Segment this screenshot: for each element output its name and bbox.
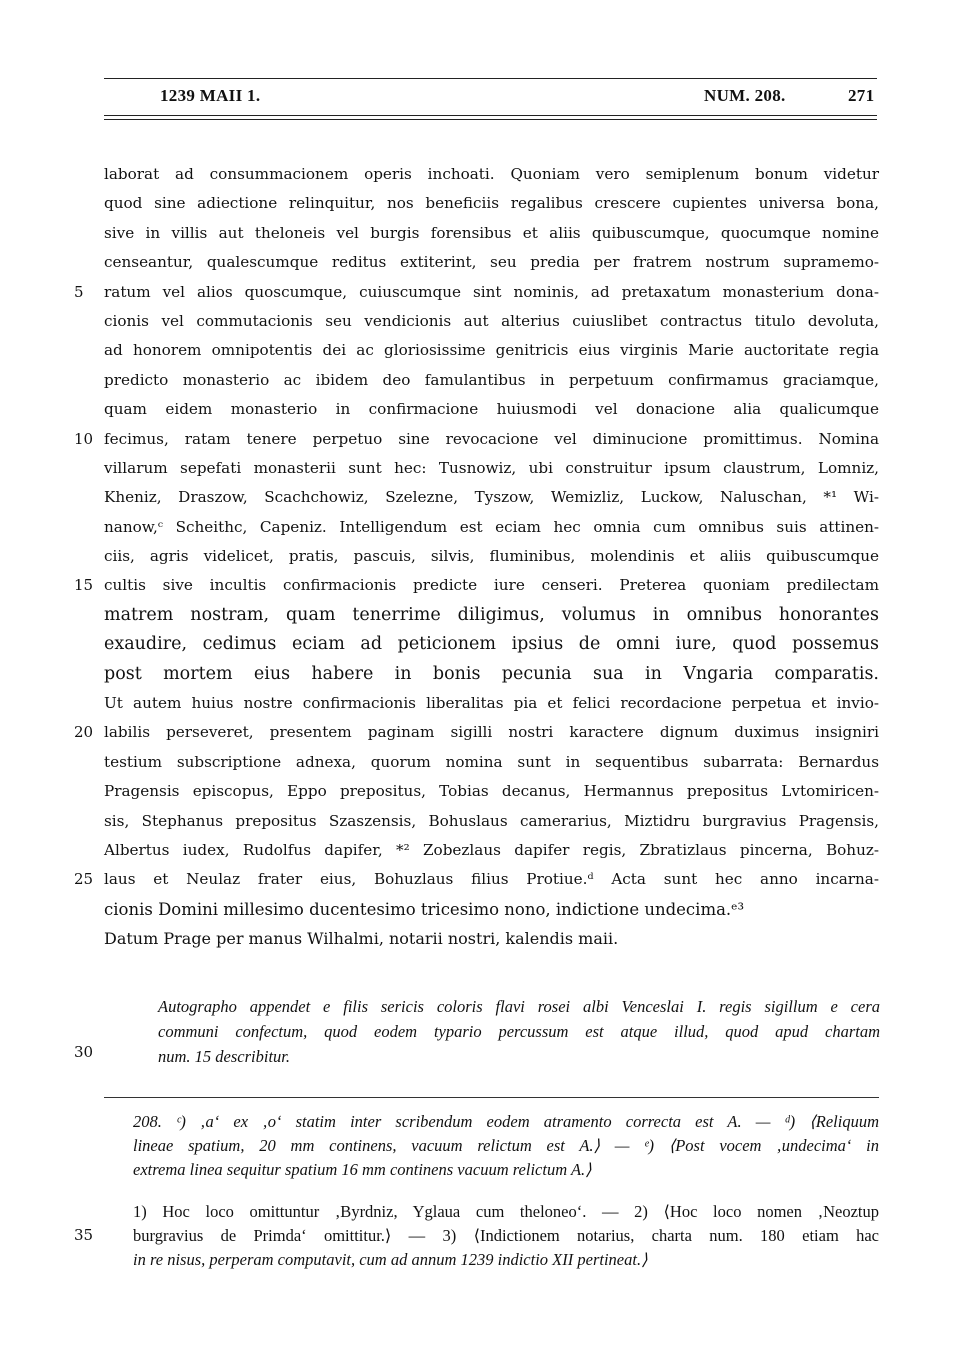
text-line: exaudire, cedimus eciam ad peticionem ipsius de omni iure, quod possemus	[104, 634, 879, 655]
footnote-gap	[133, 1182, 879, 1200]
line-number: 10	[74, 429, 94, 448]
text-line: quam eidem monasterio in confirmacione huiusmodi vel donacione alia qualicumque	[104, 400, 879, 419]
text-line: laborat ad consummacionem operis inchoati. Quoniam vero semiplenum bonum videtur	[104, 165, 879, 183]
text-line-content: ratum vel alios quoscumque, cuiuscumque sint nominis, ad pretaxatum monasterium dona-	[104, 282, 879, 301]
text-line-content: fecimus, ratam tenere perpetuo sine revocacione vel diminucione promittimus. Nomina	[104, 429, 879, 448]
line-number: 30	[74, 1043, 94, 1061]
text-line: cionis vel commutacionis seu vendicionis aut alterius cuiuslibet contractus titulo devoluta,	[104, 311, 879, 330]
text-line: Pragensis episcopus, Eppo prepositus, Tobias decanus, Hermannus prepositus Lvtomiricen-	[104, 782, 879, 801]
note-line: Autographo appendet e filis sericis coloris flavi rosei albi Venceslai I. regis sigillum e cera	[158, 997, 880, 1016]
text-line: Datum Prage per manus Wilhalmi, notarii nostri, kalendis maii.	[104, 929, 619, 949]
running-head	[104, 78, 877, 126]
apparatus-line: 208. ᶜ) ‚a‘ ex ‚o‘ statim inter scribendum eodem atramento correcta est A. — ᵈ) ⟨Reliquum	[133, 1112, 879, 1131]
text-line: Albertus iudex, Rudolfus dapifer, *² Zobezlaus dapifer regis, Zbratizlaus pincerna, Bohuz-	[104, 840, 879, 859]
text-line	[74, 718, 879, 747]
text-line	[74, 278, 879, 307]
seal-note	[158, 994, 880, 1069]
footnote-separator	[104, 1097, 879, 1098]
apparatus-line: lineae spatium, 20 mm continens, vacuum relictum est A.⟩ — ᵉ) ⟨Post vocem ‚undecima‘ in	[133, 1136, 879, 1155]
line-number: 25	[74, 870, 94, 889]
line-number: 35	[74, 1226, 94, 1244]
header-document-number: NUM. 208.	[704, 86, 786, 105]
text-line: predicto monasterio ac ibidem deo famulantibus in perpetuum confirmamus graciamque,	[104, 370, 879, 389]
line-number: 5	[74, 282, 84, 301]
line-number: 15	[74, 576, 94, 595]
footnote-line: in re nisus, perperam computavit, cum ad annum 1239 indictio XII pertineat.⟩	[133, 1250, 648, 1269]
footnotes	[133, 1110, 879, 1272]
text-line: nanow,ᶜ Scheithc, Capeniz. Intelligendum est eciam hec omnia cum omnibus suis attinen-	[104, 517, 879, 536]
footnote-line: 1) Hoc loco omittuntur ‚Byrdniz, Yglaua cum theloneo‘. — 2) ⟨Hoc loco nomen ‚Neoztup	[133, 1202, 879, 1221]
text-line: Kheniz, Draszow, Scachchowiz, Szelezne, Tyszow, Wemizliz, Luckow, Naluschan, *¹ Wi-	[104, 488, 879, 507]
text-line: ciis, agris videlicet, pratis, pascuis, silvis, fluminibus, molendinis et aliis quibuscumque	[104, 547, 879, 566]
note-line: communi confectum, quod eodem typario percussum est atque illud, quod apud chartam	[158, 1022, 880, 1041]
text-line: villarum sepefati monasterii sunt hec: Tusnowiz, ubi construitur ipsum claustrum, Lomniz,	[104, 458, 879, 477]
header-rule-lower	[104, 119, 877, 120]
text-line: sis, Stephanus prepositus Szaszensis, Bohuslaus camerarius, Miztidru burgravius Pragensis,	[104, 811, 879, 830]
text-line: quod sine adiectione relinquitur, nos beneficiis regalibus crescere cupientes universa bona,	[104, 194, 879, 213]
footnote-line: burgravius de Primda‘ omittitur.⟩ — 3) ⟨Indictionem notarius, charta num. 180 etiam hac	[133, 1226, 879, 1245]
text-line: censeantur, qualescumque reditus extiterint, seu predia per fratrem nostrum supramemo-	[104, 253, 879, 272]
line-number: 20	[74, 723, 94, 742]
text-line	[74, 425, 879, 454]
text-line-content: labilis perseveret, presentem paginam sigilli nostri karactere dignum duximus insigniri	[104, 723, 879, 742]
text-line: cionis Domini millesimo ducentesimo tricesimo nono, indictione undecima.ᵉ³	[104, 899, 745, 919]
header-date: 1239 MAII 1.	[160, 86, 261, 105]
text-line	[74, 865, 879, 894]
text-line: sive in villis aut theloneis vel burgis forensibus et aliis quibuscumque, quocumque nomine	[104, 223, 879, 242]
text-line-content: cultis sive incultis confirmacionis predicte iure censeri. Preterea quoniam predilectam	[104, 576, 879, 595]
apparatus-line: extrema linea sequitur spatium 16 mm continens vacuum relictum A.⟩	[133, 1160, 592, 1179]
text-line: matrem nostram, quam tenerrime diligimus, volumus in omnibus honorantes	[104, 604, 879, 625]
text-line: Ut autem huius nostre confirmacionis liberalitas pia et felici recordacione perpetua et invio-	[104, 694, 879, 713]
text-line: post mortem eius habere in bonis pecunia sua in Vngaria comparatis.	[104, 663, 879, 684]
header-top-rule	[104, 78, 877, 79]
header-rule-upper	[104, 115, 877, 116]
note-line: num. 15 describitur.	[158, 1047, 290, 1066]
text-line: testium subscriptione adnexa, quorum nomina sunt in sequentibus subarrata: Bernardus	[104, 752, 879, 771]
charter-text	[74, 160, 879, 954]
text-line-content: laus et Neulaz frater eius, Bohuzlaus filius Protiue.ᵈ Acta sunt hec anno incarna-	[104, 870, 879, 889]
text-line	[74, 571, 879, 600]
text-line: ad honorem omnipotentis dei ac gloriosissime genitricis eius virginis Marie auctoritate regia	[104, 341, 879, 360]
header-page-number: 271	[848, 86, 875, 105]
